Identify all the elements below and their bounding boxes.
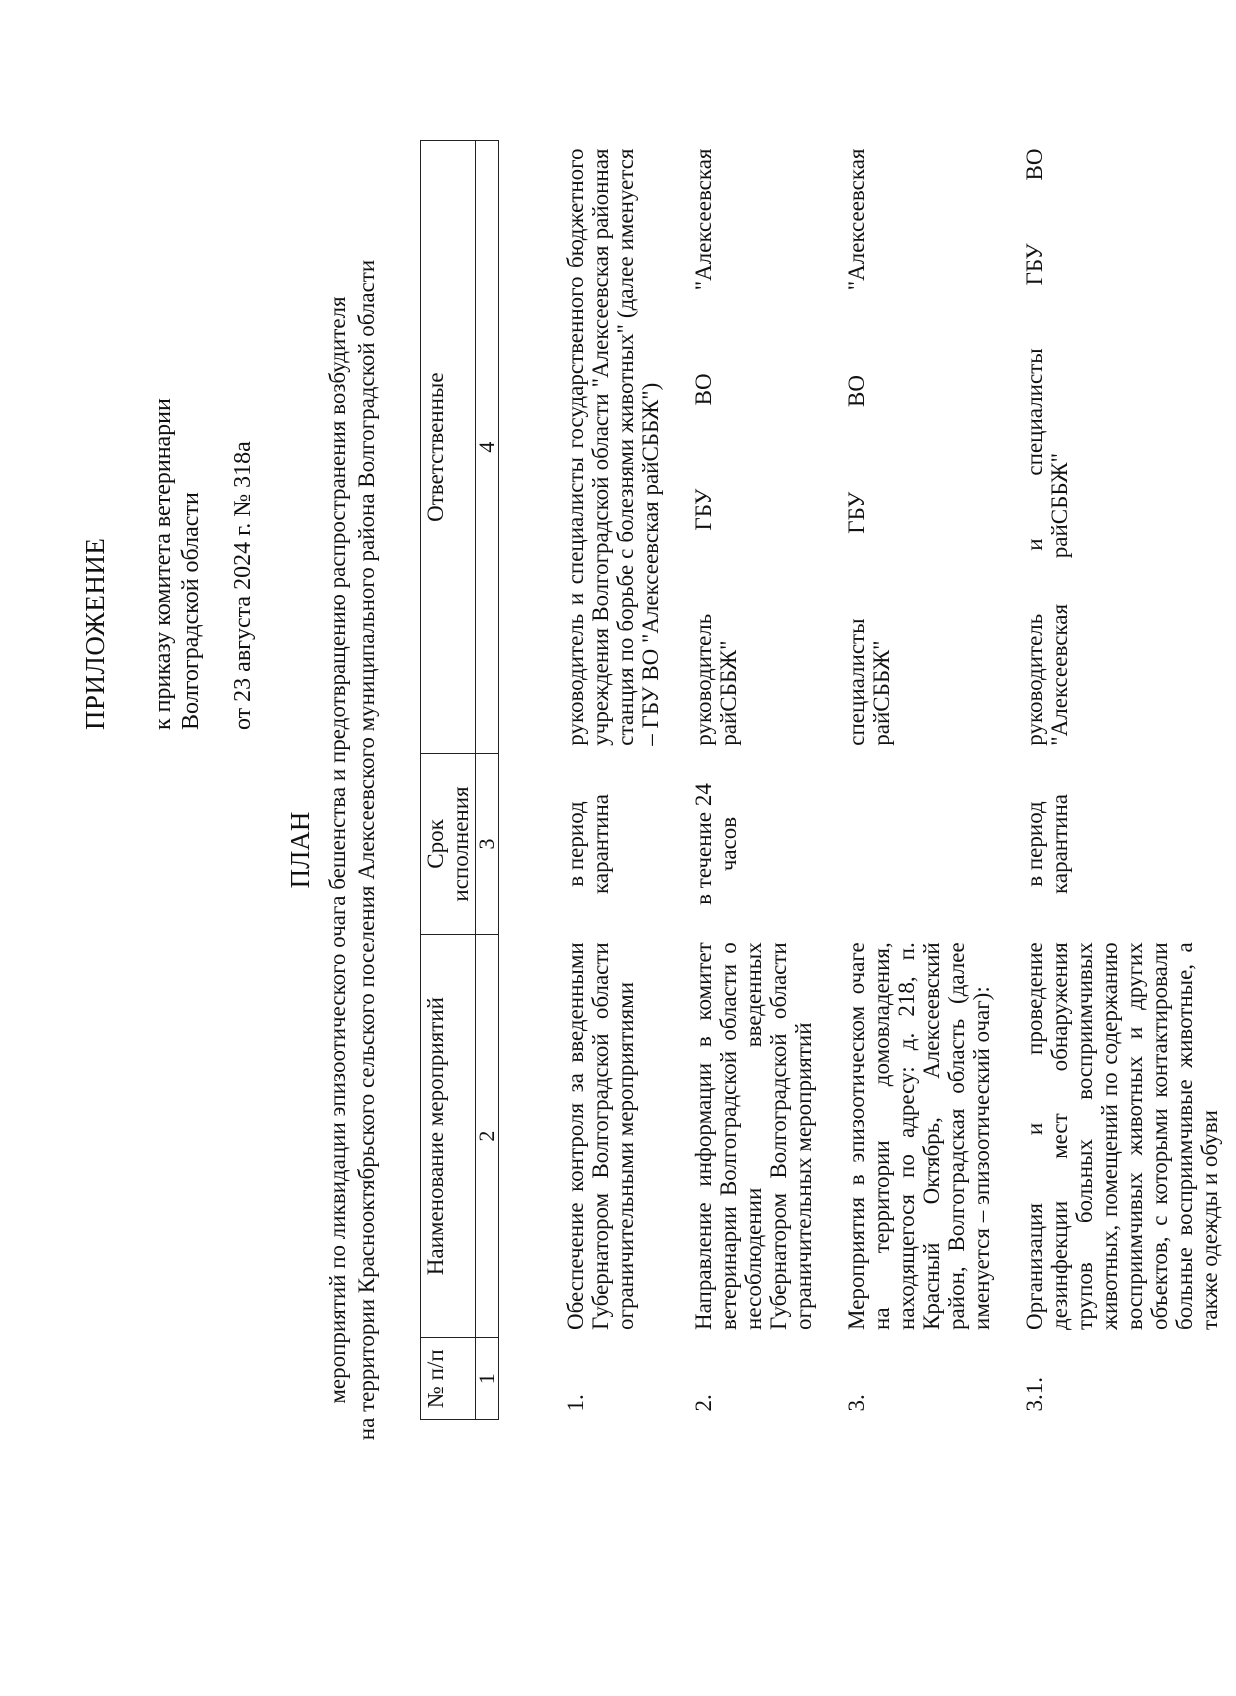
row-responsible: специалисты ГБУ ВО "Алексеевская райСББЖ" — [844, 148, 894, 746]
plan-subtitle-line2: на территории Краснооктябрьского сельского поселения Алексеевского муниципального района Волгоградской области — [354, 259, 379, 1441]
row-term: в период карантина — [1022, 794, 1072, 894]
rotated-document-page — [30, 30, 1222, 1670]
row-number: 1. — [563, 1394, 588, 1412]
header-num: № п/п — [421, 1338, 476, 1420]
table-header-row — [421, 141, 476, 1420]
row-term — [830, 754, 1008, 935]
table-row — [677, 141, 830, 1420]
row-term: в период карантина — [563, 794, 613, 894]
table-row — [549, 141, 677, 1420]
order-reference-line2: Волгоградской области — [178, 492, 204, 730]
row-number: 3.1. — [1022, 1377, 1047, 1412]
row-name: Организация и проведение дезинфекции мест обнаружения трупов больных восприимчивых животных, помещений по содержанию восприимчивых животных и других объектов, с которыми контактировали больные восприимчивые животные, а также одежды и обуви — [1022, 942, 1222, 1330]
table-row — [830, 141, 1008, 1420]
header-term: Срок исполнения — [421, 754, 476, 935]
row-responsible: руководитель и специалисты государственного бюджетного учреждения Волгоградской области "Алексеевская районная станция по борьбе с болезнями животных" (далее именуется – ГБУ ВО "Алексеевская райСББЖ") — [563, 148, 663, 746]
column-number-row — [476, 141, 499, 1420]
row-number: 2. — [691, 1394, 716, 1412]
row-term: в течение 24 часов — [691, 783, 741, 905]
appendix-label: ПРИЛОЖЕНИЕ — [80, 537, 110, 730]
row-number: 3. — [844, 1394, 869, 1412]
plan-table — [420, 140, 1236, 1420]
order-reference-line1: к приказу комитета ветеринарии — [150, 398, 176, 730]
header-responsible: Ответственные — [421, 141, 476, 754]
row-name: Мероприятия в эпизоотическом очаге на территории домовладения, находящегося по адресу: д. 218, п. Красный Октябрь, Алексеевский район, Волгоградская область (далее именуется – эпизоотический очаг): — [844, 942, 994, 1330]
col-number: 4 — [476, 141, 499, 754]
plan-subtitle-line1: мероприятий по ликвидации эпизоотического очага бешенства и предотвращению распространения возбудителя — [325, 296, 350, 1404]
row-responsible: руководитель ГБУ ВО "Алексеевская райСББЖ" — [691, 148, 741, 746]
col-number: 2 — [476, 934, 499, 1338]
table-row — [1008, 141, 1236, 1420]
header-name: Наименование мероприятий — [421, 934, 476, 1338]
plan-title: ПЛАН — [285, 811, 315, 889]
col-number: 1 — [476, 1338, 499, 1420]
order-date: от 23 августа 2024 г. № 318а — [230, 441, 256, 730]
col-number: 3 — [476, 754, 499, 935]
row-name: Обеспечение контроля за введенными Губернатором Волгоградской области ограничительными мероприятиями — [563, 942, 638, 1330]
row-name: Направление информации в комитет ветеринарии Волгоградской области о несоблюдении введенных Губернатором Волгоградской области ограничительных мероприятий — [691, 942, 816, 1330]
row-responsible: руководитель и специалисты ГБУ ВО "Алексеевская райСББЖ" — [1022, 148, 1072, 746]
